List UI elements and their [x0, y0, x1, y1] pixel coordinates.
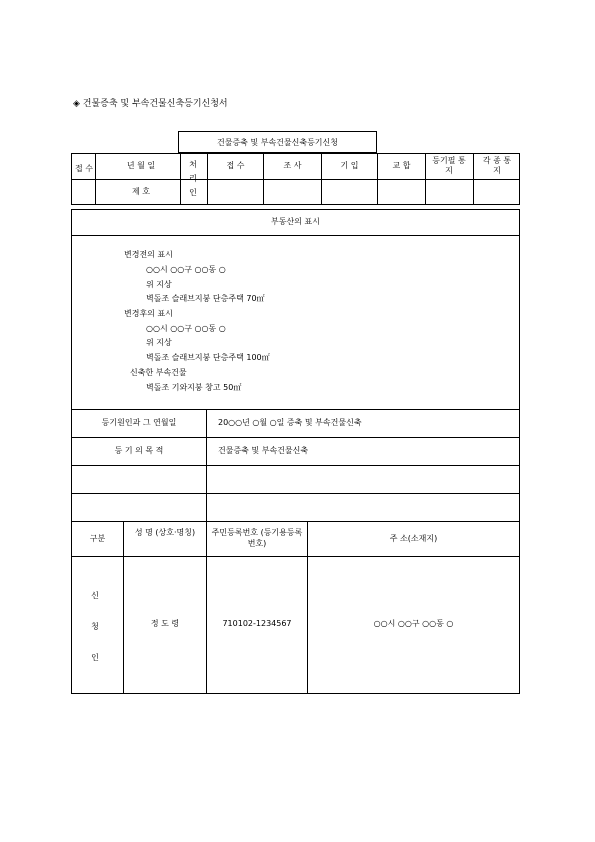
- main-form: [71, 209, 520, 694]
- property-line: 변경후의 표시: [124, 309, 173, 318]
- property-line: 벽돌조 기와지붕 창고 50㎡: [146, 383, 242, 392]
- property-line: 신축한 부속건물: [130, 368, 187, 377]
- number-label: 제 호: [132, 187, 150, 196]
- purpose-value: 건물증축 및 부속건물신축: [218, 446, 309, 455]
- processor-label: 처 리 인: [189, 160, 197, 197]
- category-header: 구분: [89, 534, 106, 543]
- investigate-label: 조 사: [283, 161, 302, 170]
- cause-value: 20○○년 ○월 ○일 증축 및 부속건물신축: [218, 418, 362, 427]
- property-line: ○○시 ○○구 ○○동 ○: [146, 265, 226, 274]
- document-title: ◈ 건물증축 및 부속건물신축등기신청서: [73, 99, 228, 109]
- applicant-row-label: 신 청 인: [91, 591, 99, 662]
- date-label: 년 월 일: [126, 161, 156, 170]
- form-header-box: [178, 131, 377, 153]
- notice-label: 등기필 통 지: [432, 156, 466, 175]
- property-line: 위 지상: [146, 338, 172, 347]
- reception-table: [71, 153, 520, 205]
- cause-label: 등기원인과 그 연월일: [101, 418, 177, 427]
- applicant-name: 정 도 령: [150, 619, 180, 628]
- receipt-label: 접 수: [226, 161, 245, 170]
- property-line: 벽돌조 슬래브지붕 단층주택 100㎡: [146, 353, 270, 362]
- id-header: 주민등록번호 (등기용등록번호): [211, 528, 303, 548]
- property-line: 위 지상: [146, 280, 172, 289]
- property-line: ○○시 ○○구 ○○동 ○: [146, 324, 226, 333]
- name-header: 성 명 (상호·명칭): [134, 528, 196, 537]
- address-header: 주 소(소재지): [389, 534, 438, 543]
- applicant-address: ○○시 ○○구 ○○동 ○: [373, 619, 454, 628]
- reception-label: 접 수: [75, 164, 93, 173]
- notify-each-label: 각 종 통 지: [482, 156, 512, 175]
- purpose-label: 등 기 의 목 적: [114, 446, 164, 455]
- form-header-title: 건물증축 및 부속건물신축등기신청: [216, 138, 338, 147]
- property-line: 변경전의 표시: [124, 250, 173, 259]
- applicant-id-number: 710102-1234567: [222, 619, 292, 628]
- entry-label: 기 입: [340, 161, 359, 170]
- property-line: 벽돌조 슬래브지붕 단층주택 70㎡: [146, 294, 265, 303]
- check-label: 교 합: [392, 161, 411, 170]
- property-section-title: 부동산의 표시: [271, 217, 320, 226]
